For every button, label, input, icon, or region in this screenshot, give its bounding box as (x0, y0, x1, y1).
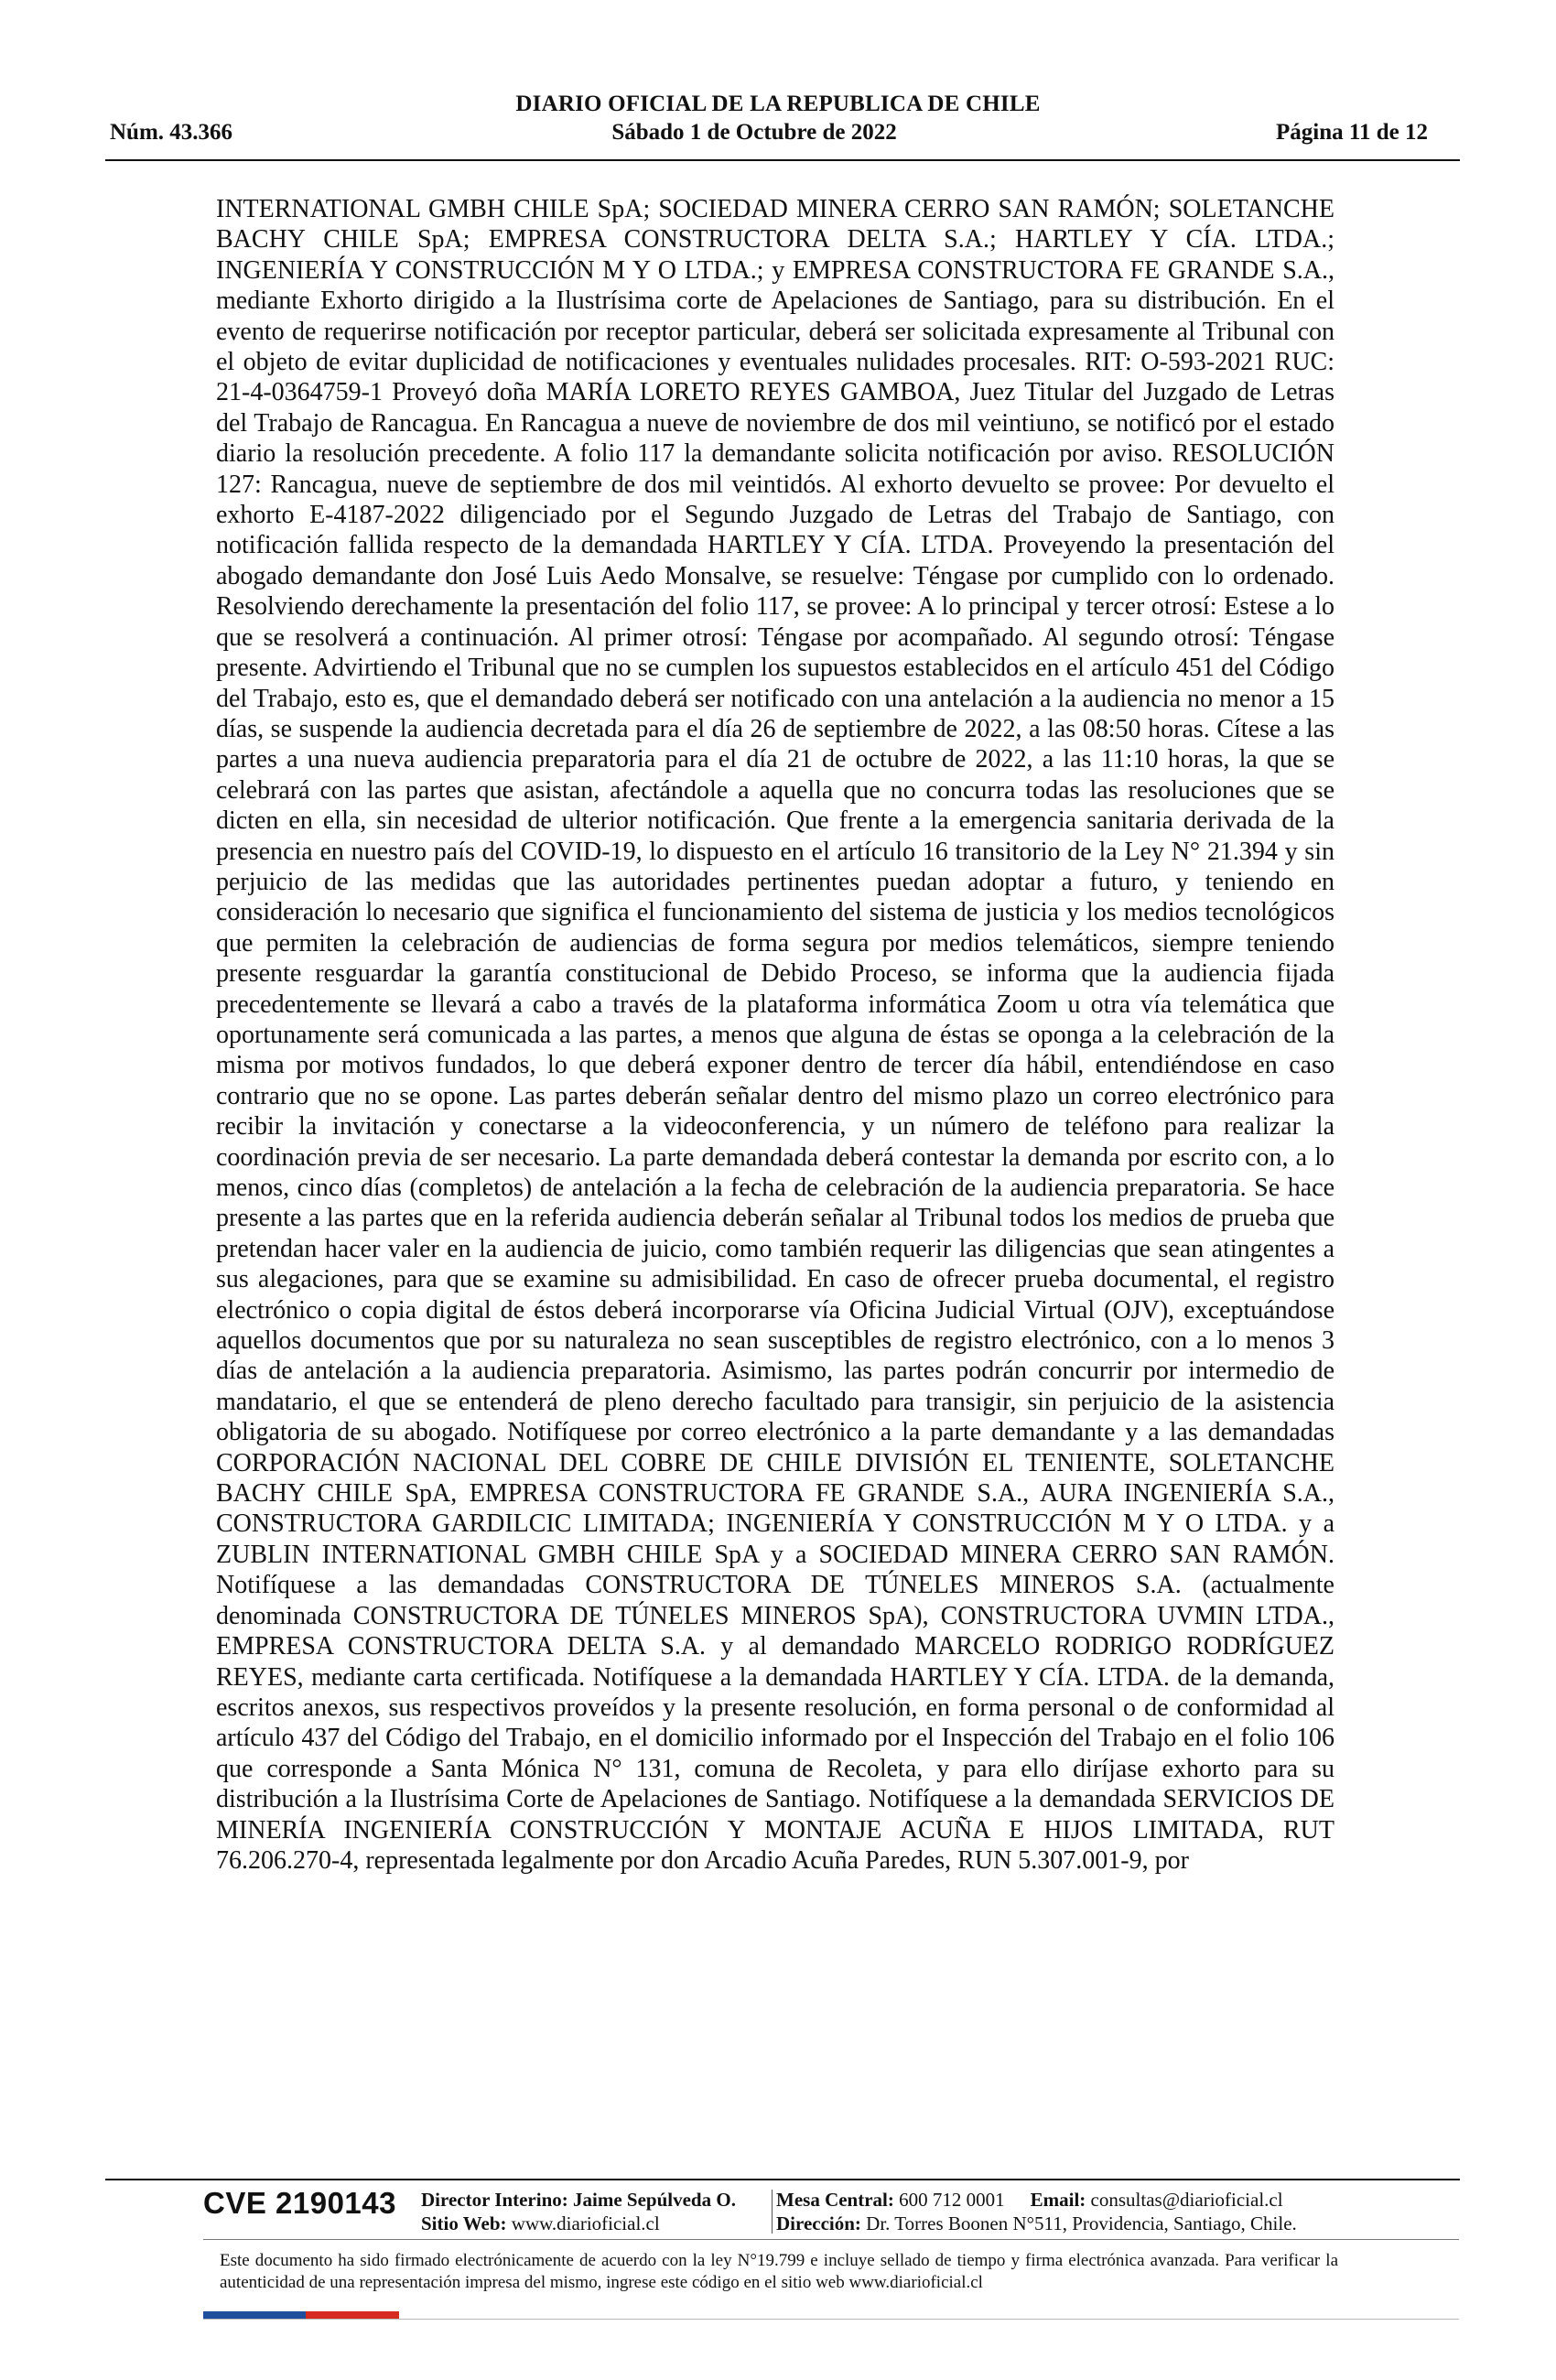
publication-title: DIARIO OFICIAL DE LA REPUBLICA DE CHILE (515, 92, 1041, 116)
address-text: Dr. Torres Boonen N°511, Providencia, Santiago, Chile. (866, 2212, 1297, 2234)
website-label: Sitio Web: (421, 2212, 507, 2234)
flag-red-segment (306, 2311, 399, 2319)
issue-date: Sábado 1 de Octubre de 2022 (611, 120, 897, 145)
header-row (110, 120, 1428, 146)
cve-code: CVE 2190143 (203, 2186, 396, 2220)
bottom-rule (203, 2319, 1459, 2320)
footer-divider (105, 2179, 1460, 2180)
footer-contact-block (776, 2188, 1297, 2235)
email-label: Email: (1030, 2189, 1086, 2211)
phone-number: 600 712 0001 (899, 2189, 1005, 2211)
header-divider (105, 159, 1460, 161)
director-label: Director Interino: (421, 2189, 568, 2211)
director-name: Jaime Sepúlveda O. (573, 2189, 736, 2211)
flag-color-bar (203, 2311, 399, 2319)
page-number: Página 11 de 12 (1276, 120, 1428, 145)
flag-blue-segment (203, 2311, 306, 2319)
footer-column-divider (772, 2190, 773, 2234)
signature-disclaimer: Este documento ha sido firmado electrónicamente de acuerdo con la ley N°19.799 e incluye sellado de tiempo y firma electrónica avanzada. Para verificar la autenticidad de una representación impresa del mismo, ingrese este código en el sitio web www.diarioficial.cl (220, 2251, 1338, 2292)
footer-director-block (421, 2188, 736, 2235)
disclaimer-divider (203, 2239, 1459, 2240)
email-link[interactable]: consultas@diarioficial.cl (1090, 2189, 1283, 2211)
phone-label: Mesa Central: (776, 2189, 894, 2211)
website-link[interactable]: www.diarioficial.cl (511, 2212, 660, 2234)
issue-number: Núm. 43.366 (110, 120, 233, 145)
address-label: Dirección: (776, 2212, 861, 2234)
body-text: INTERNATIONAL GMBH CHILE SpA; SOCIEDAD MINERA CERRO SAN RAMÓN; SOLETANCHE BACHY CHILE SpA; EMPRESA CONSTRUCTORA DELTA S.A.; HARTLEY Y CÍA. LTDA.; INGENIERÍA Y CONSTRUCCIÓN M Y O LTDA.; y EMPRESA CONSTRUCTORA FE GRANDE S.A., mediante Exhorto dirigido a la Ilustrísima corte de Apelaciones de Santiago, para su distribución. En el evento de requerirse notificación por receptor particular, deberá ser solicitada expresamente al Tribunal con el objeto de evitar duplicidad de notificaciones y eventuales nulidades procesales. RIT: O-593-2021 RUC: 21-4-0364759-1 Proveyó doña MARÍA LORETO REYES GAMBOA, Juez Titular del Juzgado de Letras del Trabajo de Rancagua. En Rancagua a nueve de noviembre de dos mil veintiuno, se notificó por el estado diario la resolución precedente. A folio 117 la demandante solicita notificación por aviso. RESOLUCIÓN 127: Rancagua, nueve de septiembre de dos mil veintidós. Al exhorto devuelto se provee: Por devuelto el exhorto E-4187-2022 diligenciado por el Segundo Juzgado de Letras del Trabajo de Santiago, con notificación fallida respecto de la demandada HARTLEY Y CÍA. LTDA. Proveyendo la presentación del abogado demandante don José Luis Aedo Monsalve, se resuelve: Téngase por cumplido con lo ordenado. Resolviendo derechamente la presentación del folio 117, se provee: A lo principal y tercer otrosí: Estese a lo que se resolverá a continuación. Al primer otrosí: Téngase por acompañado. Al segundo otrosí: Téngase presente. Advirtiendo el Tribunal que no se cumplen los supuestos establecidos en el artículo 451 del Código del Trabajo, esto es, que el demandado deberá ser notificado con una antelación a la audiencia no menor a 15 días, se suspende la audiencia decretada para el día 26 de septiembre de 2022, a las 08:50 horas. Cítese a las partes a una nueva audiencia preparatoria para el día 21 de octubre de 2022, a las 11:10 horas, la que se celebrará con las partes que asistan, afectándole a aquella que no concurra todas las resoluciones que se dicten en ella, sin necesidad de ulterior notificación. Que frente a la emergencia sanitaria derivada de la presencia en nuestro país del COVID-19, lo dispuesto en el artículo 16 transitorio de la Ley N° 21.394 y sin perjuicio de las medidas que las autoridades pertinentes puedan adoptar a futuro, y teniendo en consideración lo necesario que significa el funcionamiento del sistema de justicia y los medios tecnológicos que permiten la celebración de audiencias de forma segura por medios telemáticos, siempre teniendo presente resguardar la garantía constitucional de Debido Proceso, se informa que la audiencia fijada precedentemente se llevará a cabo a través de la plataforma informática Zoom u otra vía telemática que oportunamente será comunicada a las partes, a menos que alguna de éstas se oponga a la celebración de la misma por motivos fundados, lo que deberá exponer dentro de tercer día hábil, entendiéndose en caso contrario que no se opone. Las partes deberán señalar dentro del mismo plazo un correo electrónico para recibir la invitación y conectarse a la videoconferencia, y un número de teléfono para realizar la coordinación previa de ser necesario. La parte demandada deberá contestar la demanda por escrito con, a lo menos, cinco días (completos) de antelación a la fecha de celebración de la audiencia preparatoria. Se hace presente a las partes que en la referida audiencia deberán señalar al Tribunal todos los medios de prueba que pretendan hacer valer en la audiencia de juicio, como también requerir las diligencias que sean atingentes a sus alegaciones, para que se examine su admisibilidad. En caso de ofrecer prueba documental, el registro electrónico o copia digital de éstos deberá incorporarse vía Oficina Judicial Virtual (OJV), exceptuándose aquellos documentos que por su naturaleza no sean susceptibles de registro electrónico, con a lo menos 3 días de antelación a la audiencia preparatoria. Asimismo, las partes podrán concurrir por intermedio de mandatario, el que se entenderá de pleno derecho facultado para transigir, sin perjuicio de la asistencia obligatoria de su abogado. Notifíquese por correo electrónico a la parte demandante y a las demandadas CORPORACIÓN NACIONAL DEL COBRE DE CHILE DIVISIÓN EL TENIENTE, SOLETANCHE BACHY CHILE SpA, EMPRESA CONSTRUCTORA FE GRANDE S.A., AURA INGENIERÍA S.A., CONSTRUCTORA GARDILCIC LIMITADA; INGENIERÍA Y CONSTRUCCIÓN M Y O LTDA. y a ZUBLIN INTERNATIONAL GMBH CHILE SpA y a SOCIEDAD MINERA CERRO SAN RAMÓN. Notifíquese a las demandadas CONSTRUCTORA DE TÚNELES MINEROS S.A. (actualmente denominada CONSTRUCTORA DE TÚNELES MINEROS SpA), CONSTRUCTORA UVMIN LTDA., EMPRESA CONSTRUCTORA DELTA S.A. y al demandado MARCELO RODRIGO RODRÍGUEZ REYES, mediante carta certificada. Notifíquese a la demandada HARTLEY Y CÍA. LTDA. de la demanda, escritos anexos, sus respectivos proveídos y la presente resolución, en forma personal o de conformidad al artículo 437 del Código del Trabajo, en el domicilio informado por el Inspección del Trabajo en el folio 106 que corresponde a Santa Mónica N° 131, comuna de Recoleta, y para ello diríjase exhorto para su distribución a la Ilustrísima Corte de Apelaciones de Santiago. Notifíquese a la demandada SERVICIOS DE MINERÍA INGENIERÍA CONSTRUCCIÓN Y MONTAJE ACUÑA E HIJOS LIMITADA, RUT 76.206.270-4, representada legalmente por don Arcadio Acuña Paredes, RUN 5.307.001-9, por (216, 195, 1334, 1875)
